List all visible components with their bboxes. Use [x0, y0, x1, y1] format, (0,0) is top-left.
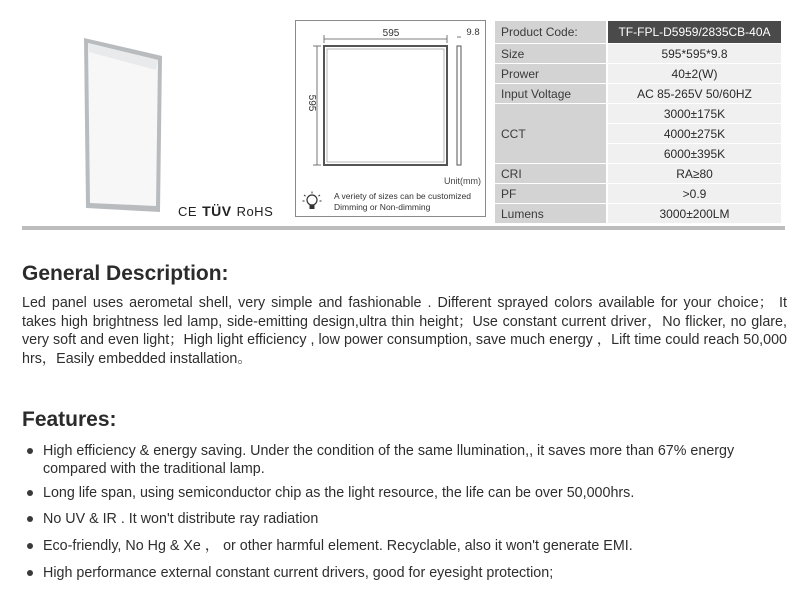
- spec-row: [495, 164, 781, 184]
- spec-key: Prower: [495, 64, 607, 84]
- feature-item: [22, 564, 787, 582]
- rohs-mark: RoHS: [236, 204, 274, 219]
- caption-line-dimming: Dimming or Non-dimming: [334, 202, 431, 212]
- spec-key: Lumens: [495, 204, 607, 224]
- spec-key: Size: [495, 44, 607, 64]
- unit-label: Unit(mm): [444, 176, 481, 186]
- general-description-heading: General Description:: [22, 262, 229, 285]
- features-list: [22, 442, 787, 582]
- feature-text: Eco-friendly, No Hg & Xe ， or other harmful element. Recyclable, also it won't generate EMI.: [43, 538, 633, 554]
- dimension-drawing-svg: [296, 21, 485, 188]
- spec-key: Input Voltage: [495, 84, 607, 104]
- spec-row: [495, 184, 781, 204]
- spec-table: [495, 21, 781, 224]
- spec-header-row: [495, 21, 781, 44]
- drawing-caption: [295, 188, 486, 217]
- spec-value: 595*595*9.8: [607, 44, 781, 64]
- tuv-mark: TÜV: [202, 203, 232, 219]
- spec-value: >0.9: [607, 184, 781, 204]
- spec-value: 4000±275K: [607, 124, 781, 144]
- feature-item: [22, 510, 787, 528]
- depth-dimension-label: 9.8: [466, 27, 480, 38]
- spec-value: AC 85-265V 50/60HZ: [607, 84, 781, 104]
- spec-row: [495, 44, 781, 64]
- feature-text: Long life span, using semiconductor chip as the light resource, the life can be over 50,000hrs.: [43, 485, 635, 501]
- lightbulb-icon: [302, 191, 322, 213]
- general-description-body: Led panel uses aerometal shell, very simple and fashionable . Different sprayed colors available for your choice； It takes high brightness led lamp, side-emitting design,ultra thin height；Use constant current driver，No flicker, no glare, very soft and even light；High light efficiency , low power consumption, save much energy ，Lift time could reach 50,000 hrs，Easily embedded installation。: [22, 295, 787, 367]
- feature-item: [22, 484, 787, 502]
- spec-value: 40±2(W): [607, 64, 781, 84]
- spec-value: 6000±395K: [607, 144, 781, 164]
- bullet-icon: [27, 490, 33, 496]
- spec-key: PF: [495, 184, 607, 204]
- spec-row: [495, 104, 781, 124]
- spec-value: RA≥80: [607, 164, 781, 184]
- feature-text: High performance external constant current drivers, good for eyesight protection;: [43, 565, 554, 581]
- ce-mark: CE: [178, 204, 198, 219]
- spec-value: 3000±200LM: [607, 204, 781, 224]
- spec-row: [495, 204, 781, 224]
- feature-text: High efficiency & energy saving. Under the condition of the same llumination,, it saves more than 67% energy compared with the traditional lamp.: [43, 443, 735, 477]
- features-heading: Features:: [22, 408, 117, 431]
- spec-header-key: Product Code:: [495, 21, 607, 44]
- spec-key: CRI: [495, 164, 607, 184]
- feature-item: [22, 442, 787, 478]
- bullet-icon: [27, 543, 33, 549]
- certification-marks: [178, 203, 278, 219]
- spec-row: [495, 84, 781, 104]
- bullet-icon: [27, 570, 33, 576]
- bullet-icon: [27, 516, 33, 522]
- feature-text: No UV & IR . It won't distribute ray radiation: [43, 511, 319, 527]
- dimension-drawing: [295, 20, 486, 189]
- spec-key: CCT: [495, 104, 607, 164]
- section-divider: [22, 226, 785, 230]
- width-dimension-label: 595: [382, 28, 400, 39]
- spec-row: [495, 64, 781, 84]
- height-dimension-label: 595: [306, 94, 317, 112]
- caption-text: [334, 191, 471, 213]
- feature-item: [22, 537, 787, 555]
- bullet-icon: [27, 448, 33, 454]
- caption-line-sizes: A veriety of sizes can be customized: [334, 191, 472, 201]
- led-panel-image: [70, 30, 180, 220]
- spec-header-value: TF-FPL-D5959/2835CB-40A: [607, 21, 781, 44]
- spec-value: 3000±175K: [607, 104, 781, 124]
